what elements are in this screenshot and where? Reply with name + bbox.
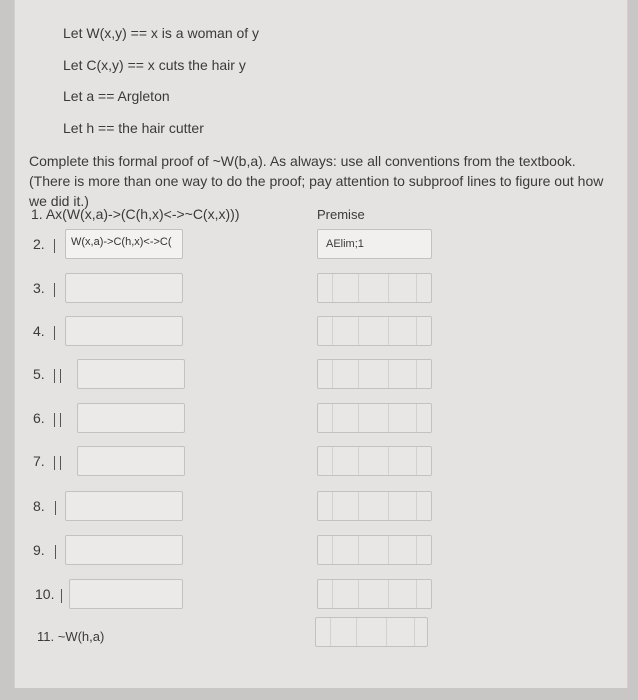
conclusion-number: 11. xyxy=(37,629,55,644)
subproof-bar xyxy=(54,369,55,383)
definition-a: Let a == Argleton xyxy=(63,88,170,104)
definition-w: Let W(x,y) == x is a woman of y xyxy=(63,25,260,41)
definition-c: Let C(x,y) == x cuts the hair y xyxy=(63,56,246,73)
premise-rule: Premise xyxy=(317,207,365,222)
conclusion-rule-input[interactable] xyxy=(315,617,428,647)
subproof-bar xyxy=(54,413,55,427)
subproof-bar xyxy=(54,326,55,340)
subproof-bar xyxy=(54,456,55,470)
definition-h: Let h == the hair cutter xyxy=(63,119,204,136)
subproof-bar xyxy=(61,589,62,603)
conclusion-formula: ~W(h,a) xyxy=(57,629,105,644)
premise-line xyxy=(31,206,239,222)
formula-input[interactable] xyxy=(65,535,183,565)
subproof-bar xyxy=(55,501,56,515)
subproof-bar-inner xyxy=(60,456,61,470)
rule-input[interactable] xyxy=(317,446,432,476)
line-number: 9. xyxy=(33,542,45,558)
formula-input[interactable] xyxy=(77,359,185,389)
line-number: 3. xyxy=(33,280,45,296)
subproof-bar xyxy=(55,545,56,559)
formula-input[interactable] xyxy=(65,316,183,346)
rule-input[interactable]: AElim;1 xyxy=(317,229,432,259)
formula-input[interactable] xyxy=(77,403,185,433)
rule-input[interactable] xyxy=(317,403,432,433)
subproof-bar-inner xyxy=(60,369,61,383)
formula-input[interactable] xyxy=(65,273,183,303)
rule-input[interactable] xyxy=(317,579,432,609)
conclusion-line xyxy=(37,629,104,644)
line-number: 7. xyxy=(33,453,45,469)
line-number: 6. xyxy=(33,410,45,426)
rule-input[interactable] xyxy=(317,316,432,346)
definitions xyxy=(63,24,259,150)
proof-panel xyxy=(14,0,628,688)
premise-number: 1. xyxy=(31,206,43,222)
line-number: 10. xyxy=(35,586,55,602)
rule-input[interactable] xyxy=(317,491,432,521)
line-number: 2. xyxy=(33,236,45,252)
subproof-bar xyxy=(54,283,55,297)
line-number: 4. xyxy=(33,323,45,339)
instructions-text: Complete this formal proof of ~W(b,a). As always: use all conventions from the textbook. (There is more than one way to do the proof; pay attention to subproof lines to figure out how we did it.) xyxy=(29,153,604,209)
rule-input[interactable] xyxy=(317,273,432,303)
formula-input[interactable] xyxy=(69,579,183,609)
line-number: 5. xyxy=(33,366,45,382)
line-number: 8. xyxy=(33,498,45,514)
formula-input[interactable]: W(x,a)->C(h,x)<->C( xyxy=(65,229,183,259)
premise-formula: Ax(W(x,a)->(C(h,x)<->~C(x,x))) xyxy=(45,206,240,222)
rule-input[interactable] xyxy=(317,535,432,565)
subproof-bar-inner xyxy=(60,413,61,427)
formula-input[interactable] xyxy=(65,491,183,521)
rule-input[interactable] xyxy=(317,359,432,389)
subproof-bar xyxy=(54,239,55,253)
formula-input[interactable] xyxy=(77,446,185,476)
